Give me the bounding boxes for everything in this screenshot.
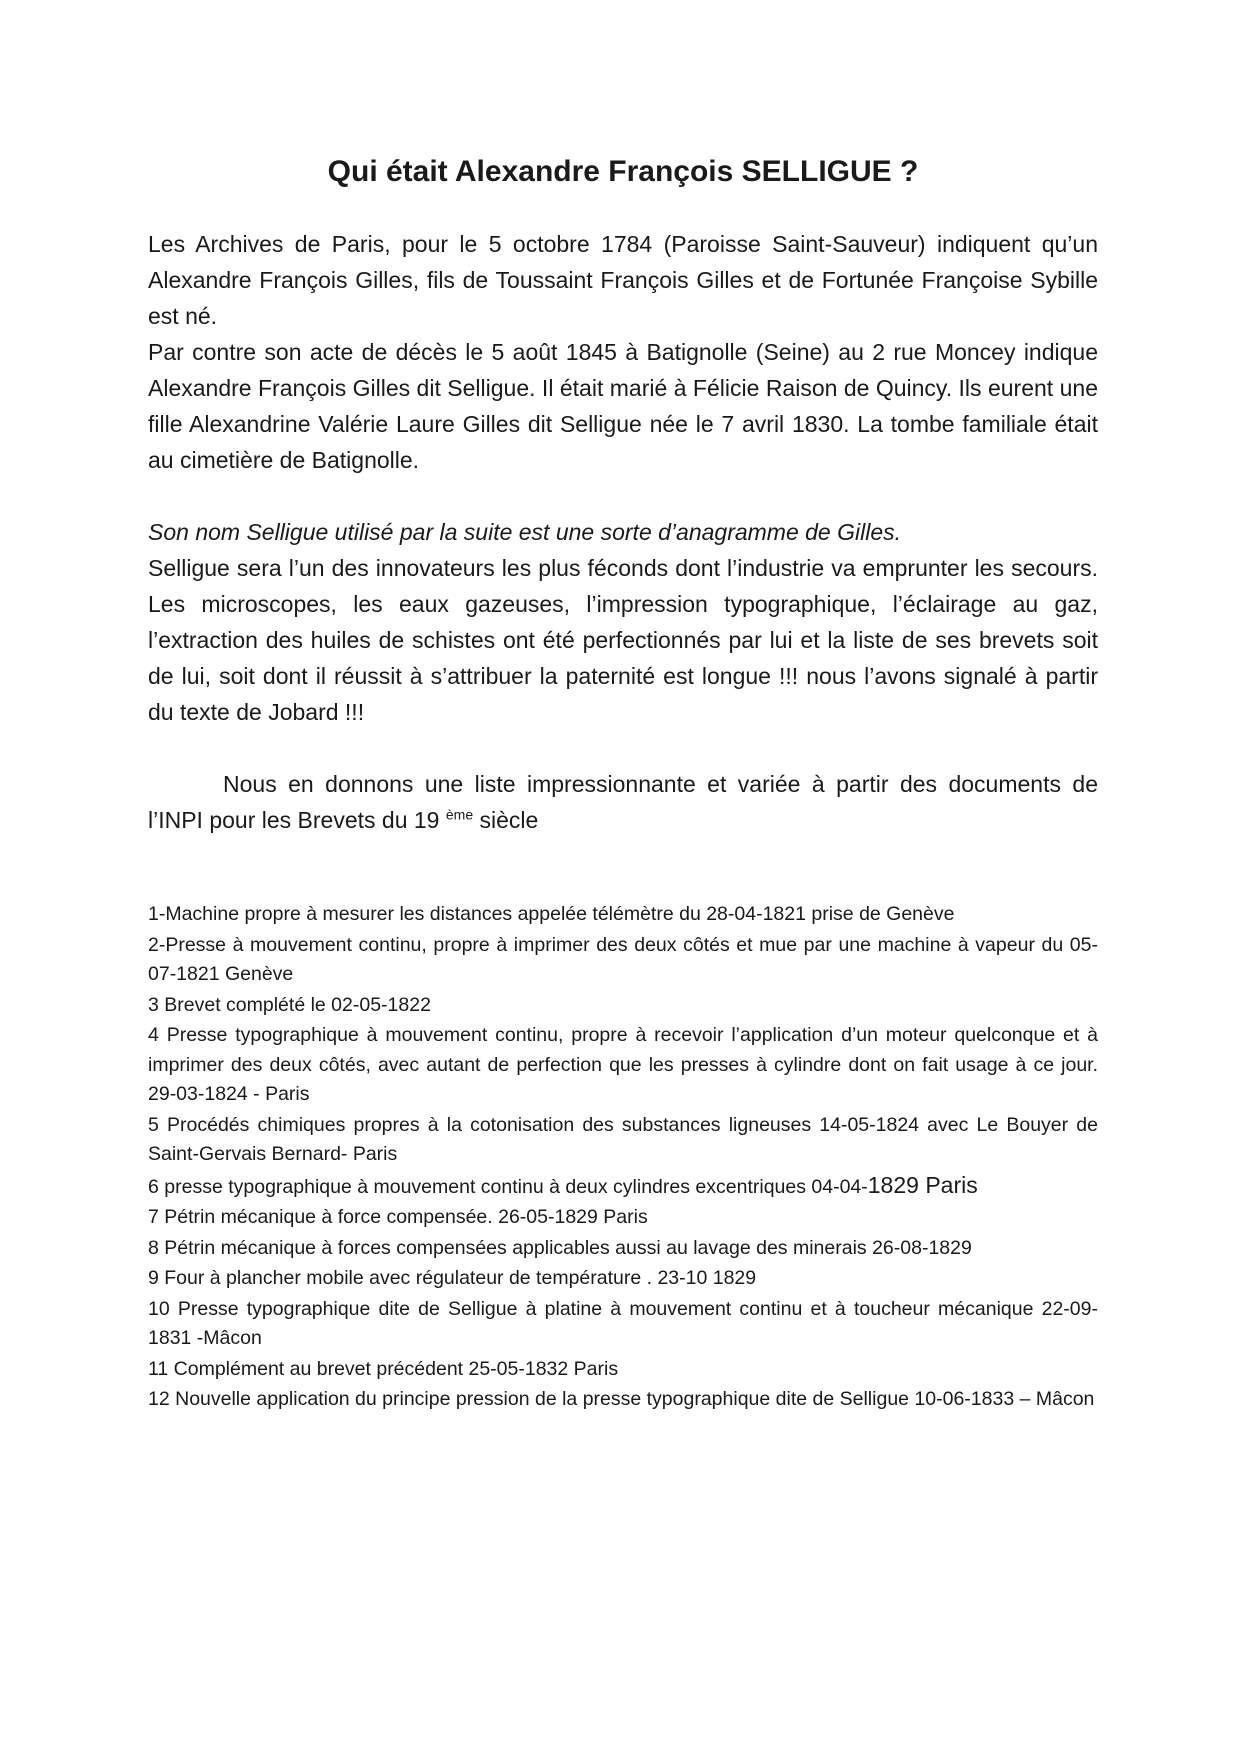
paragraph-anagram: Son nom Selligue utilisé par la suite est une sorte d’anagramme de Gilles. [148, 519, 902, 545]
patent-item-text: 6 presse typographique à mouvement continu à deux cylindres excentriques 04-04- [148, 1175, 868, 1198]
patent-item: 7 Pétrin mécanique à force compensée. 26-05-1829 Paris [148, 1206, 648, 1228]
paragraph-birth: Les Archives de Paris, pour le 5 octobre 1784 (Paroisse Saint-Sauveur) indiquent qu’un Alexandre François Gilles, fils de Toussaint François Gilles et de Fortunée Françoise Sybille est né. [148, 231, 1098, 329]
paragraph-innovator: Selligue sera l’un des innovateurs les plus féconds dont l’industrie va emprunter les secours. Les microscopes, les eaux gazeuses, l’impression typographique, l’éclairage au gaz, l’extraction des huiles de schistes ont été perfectionnés par lui et la liste de ses brevets soit de lui, soit dont il réussit à s’attribuer la paternité est longue !!! nous l’avons signalé à partir du texte de Jobard !!! [148, 555, 1098, 725]
paragraph-list-intro [148, 766, 1098, 838]
patent-item: 4 Presse typographique à mouvement continu, propre à recevoir l’application d’un moteur quelconque et à imprimer des deux côtés, avec autant de perfection que les presses à cylindre dont on fait usage à ce jour. 29-03-1824 - Paris [148, 1024, 1098, 1105]
patent-item: 9 Four à plancher mobile avec régulateur de température . 23-10 1829 [148, 1267, 757, 1289]
patent-item: 5 Procédés chimiques propres à la cotonisation des substances ligneuses 14-05-1824 avec Le Bouyer de Saint-Gervais Bernard- Paris [148, 1113, 1098, 1165]
patent-item: 11 Complément au brevet précédent 25-05-1832 Paris [148, 1357, 619, 1380]
patent-item: 2-Presse à mouvement continu, propre à imprimer des deux côtés et mue par une machine à vapeur du 05-07-1821 Genève [148, 933, 1098, 985]
intro-text [148, 226, 1098, 838]
patent-item [148, 1171, 1098, 1203]
list-intro-text: Nous en donnons une liste impressionnante et variée à partir des documents de l’INPI pour les Brevets du 19 [148, 771, 1098, 833]
paragraph-spacer [148, 478, 1098, 514]
paragraph-death: Par contre son acte de décès le 5 août 1845 à Batignolle (Seine) au 2 rue Moncey indique Alexandre François Gilles dit Selligue. Il était marié à Félicie Raison de Quincy. Ils eurent une fille Alexandrine Valérie Laure Gilles dit Selligue née le 7 avril 1830. La tombe familiale était au cimetière de Batignolle. [148, 339, 1098, 473]
patent-item: 8 Pétrin mécanique à forces compensées applicables aussi au lavage des minerais 26-08-1829 [148, 1236, 972, 1259]
patent-item-date-large: 1829 Paris [867, 1171, 978, 1198]
list-intro-suffix: siècle [473, 807, 539, 833]
century-superscript: ème [445, 806, 474, 823]
page-title: Qui était Alexandre François SELLIGUE ? [327, 155, 919, 188]
patent-item: 12 Nouvelle application du principe pression de la presse typographique dite de Selligue 10-06-1833 – Mâcon [148, 1388, 1095, 1410]
patent-item: 1-Machine propre à mesurer les distances appelée télémètre du 28-04-1821 prise de Genève [148, 903, 955, 925]
patent-item: 10 Presse typographique dite de Selligue à platine à mouvement continu et à toucheur mécanique 22-09-1831 -Mâcon [148, 1297, 1098, 1349]
patent-list [148, 900, 1098, 1416]
paragraph-spacer [148, 730, 1098, 766]
patent-item: 3 Brevet complété le 02-05-1822 [148, 993, 431, 1016]
